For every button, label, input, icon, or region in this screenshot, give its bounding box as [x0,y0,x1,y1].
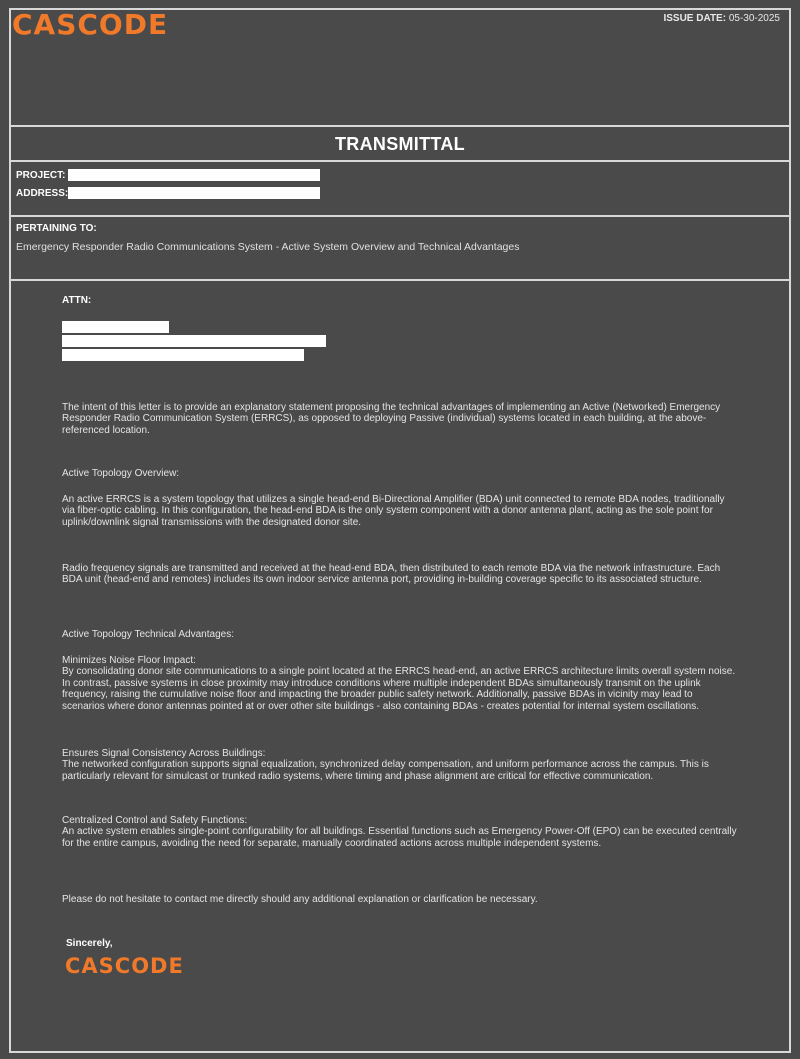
attn-redaction-3 [62,349,304,361]
sincerely: Sincerely, [66,938,113,949]
overview-paragraph-1: An active ERRCS is a system topology that utilizes a single head-end Bi-Directional Amplifier (BDA) unit connected to remote BDA nodes, traditionally via fiber-optic cabling. In this configuration, the head-end BDA is the only system component with a donor antenna plant, acting as the sole point for uplink/downlink signal transmissions with the designated donor site. [62,494,725,528]
divider [9,279,791,281]
project-redaction [68,169,320,181]
signature-logo: CASCODE [65,954,184,978]
advantage-signal-consistency [62,748,738,782]
divider [9,125,791,127]
overview-paragraph-2: Radio frequency signals are transmitted and received at the head-end BDA, then distributed to each remote BDA via the network infrastructure. Each BDA unit (head-end and remotes) includes its own indoor service antenna port, providing in-building coverage specific to its associated structure. [62,563,721,586]
advantage-text: An active system enables single-point configurability for all buildings. Essential functions such as Emergency Power-Off (EPO) can be executed centrally for the entire campus, avoiding the need for separate, manually coordinated actions across multiple independent systems. [62,826,737,849]
pertaining-text: Emergency Responder Radio Communications System - Active System Overview and Technical Advantages [16,241,520,253]
overview-heading: Active Topology Overview: [62,468,180,479]
project-label: PROJECT: [16,170,66,181]
advantage-centralized-control [62,815,738,849]
intro-text: The intent of this letter is to provide an explanatory statement proposing the technical advantages of implementing an Active (Networked) Emergency Responder Radio Communication System (ERRCS), as opposed to deploying Passive (individual) systems located in each building, at the above-referenced location. [62,402,721,436]
address-label: ADDRESS: [16,188,69,199]
advantage-text: By consolidating donor site communications to a single point located at the ERRCS head-end, an active ERRCS architecture limits overall system noise. In contrast, passive systems in close proximity may introduce conditions where multiple independent BDAs simultaneously transmit on the uplink frequency, raising the cumulative noise floor and impacting the broader public safety network. Additionally, passive BDAs in vicinity may lead to scenarios where donor antennas pointed at or over other site buildings - also containing BDAs - creates potential for internal system oscillations. [62,666,736,712]
company-logo: CASCODE [12,8,169,41]
advantage-title: Centralized Control and Safety Functions: [62,815,248,826]
divider [9,160,791,162]
closing-paragraph: Please do not hesitate to contact me directly should any additional explanation or clarification be necessary. [62,894,538,905]
divider [9,215,791,217]
attn-redaction-2 [62,335,326,347]
document-title: TRANSMITTAL [335,134,465,154]
attn-label: ATTN: [62,295,92,306]
pertaining-label: PERTAINING TO: [16,223,97,234]
intro-paragraph [62,402,738,436]
issue-date [663,13,780,24]
advantage-noise-floor [62,655,738,712]
issue-date-value: 05-30-2025 [728,13,780,24]
advantage-title: Ensures Signal Consistency Across Buildings: [62,748,266,759]
advantages-heading: Active Topology Technical Advantages: [62,629,234,640]
attn-redaction-1 [62,321,169,333]
address-redaction [68,187,320,199]
issue-date-label: ISSUE DATE: [663,13,727,24]
advantage-title: Minimizes Noise Floor Impact: [62,655,196,666]
advantage-text: The networked configuration supports signal equalization, synchronized delay compensation, and uniform performance across the campus. This is particularly relevant for simulcast or trunked radio systems, where timing and phase alignment are critical for effective communication. [62,759,709,782]
